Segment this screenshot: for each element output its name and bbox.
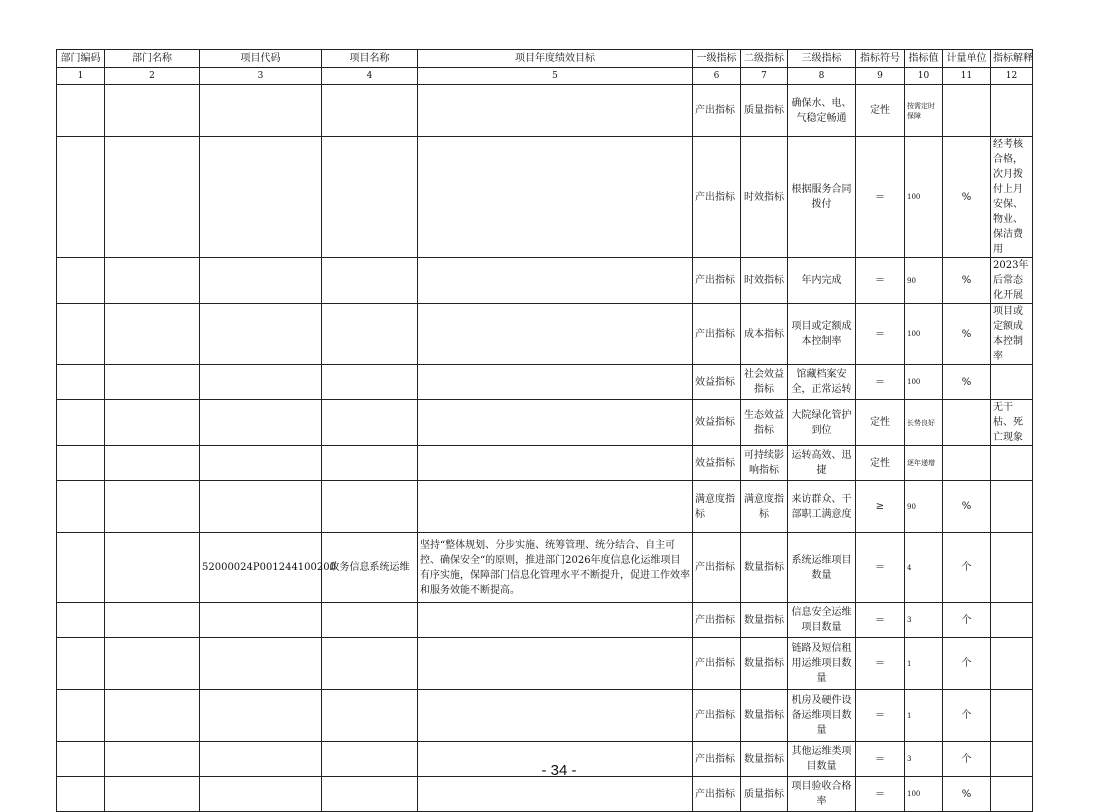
project-code-cell xyxy=(200,137,322,258)
unit-cell xyxy=(943,85,991,137)
level2-cell: 数量指标 xyxy=(741,690,788,742)
level1-cell: 效益指标 xyxy=(693,446,741,481)
project-name-cell xyxy=(322,446,418,481)
table-row xyxy=(57,777,1033,812)
explanation-cell xyxy=(991,690,1033,742)
project-name-cell xyxy=(322,304,418,365)
project-code-cell: 52000024P001244100200 xyxy=(200,533,322,603)
value-cell: 90 xyxy=(905,258,943,304)
column-number: 6 xyxy=(693,68,741,85)
table-row xyxy=(57,603,1033,638)
symbol-cell: ＝ xyxy=(856,603,905,638)
unit-cell: % xyxy=(943,777,991,812)
level2-cell: 社会效益指标 xyxy=(741,365,788,400)
header-symbol: 指标符号 xyxy=(856,50,905,68)
goal-cell xyxy=(418,85,693,137)
goal-cell xyxy=(418,481,693,533)
symbol-cell: ＝ xyxy=(856,258,905,304)
unit-cell: % xyxy=(943,258,991,304)
dept-name-cell xyxy=(105,304,200,365)
unit-cell xyxy=(943,446,991,481)
dept-name-cell xyxy=(105,137,200,258)
column-number: 4 xyxy=(322,68,418,85)
value-cell: 长势良好 xyxy=(905,400,943,446)
level1-cell: 效益指标 xyxy=(693,365,741,400)
level1-cell: 产出指标 xyxy=(693,777,741,812)
project-code-cell xyxy=(200,446,322,481)
explanation-cell xyxy=(991,446,1033,481)
level1-cell: 产出指标 xyxy=(693,603,741,638)
level3-cell: 大院绿化管护到位 xyxy=(788,400,856,446)
unit-cell: % xyxy=(943,304,991,365)
level3-cell: 信息安全运维项目数量 xyxy=(788,603,856,638)
unit-cell: 个 xyxy=(943,603,991,638)
level2-cell: 生态效益指标 xyxy=(741,400,788,446)
dept-name-cell xyxy=(105,690,200,742)
project-name-cell xyxy=(322,400,418,446)
table-row xyxy=(57,400,1033,446)
table-row xyxy=(57,365,1033,400)
goal-cell xyxy=(418,446,693,481)
table-row xyxy=(57,85,1033,137)
level2-cell: 质量指标 xyxy=(741,85,788,137)
table-row xyxy=(57,137,1033,258)
header-dept-code: 部门编码 xyxy=(57,50,105,68)
level1-cell: 产出指标 xyxy=(693,638,741,690)
symbol-cell: ＝ xyxy=(856,742,905,777)
dept-name-cell xyxy=(105,638,200,690)
column-number: 12 xyxy=(991,68,1033,85)
dept-name-cell xyxy=(105,777,200,812)
value-cell: 100 xyxy=(905,304,943,365)
level2-cell: 可持续影响指标 xyxy=(741,446,788,481)
explanation-cell: 项目或定额成本控制率 xyxy=(991,304,1033,365)
explanation-cell xyxy=(991,777,1033,812)
level2-cell: 成本指标 xyxy=(741,304,788,365)
performance-table xyxy=(56,49,1033,812)
header-level3: 三级指标 xyxy=(788,50,856,68)
table-row xyxy=(57,446,1033,481)
symbol-cell: ≥ xyxy=(856,481,905,533)
table-row xyxy=(57,690,1033,742)
project-name-cell xyxy=(322,85,418,137)
project-code-cell xyxy=(200,690,322,742)
goal-cell xyxy=(418,638,693,690)
goal-cell xyxy=(418,304,693,365)
dept-name-cell xyxy=(105,603,200,638)
dept-name-cell xyxy=(105,258,200,304)
dept-code-cell xyxy=(57,400,105,446)
explanation-cell xyxy=(991,533,1033,603)
project-code-cell xyxy=(200,304,322,365)
value-cell: 3 xyxy=(905,742,943,777)
unit-cell: 个 xyxy=(943,638,991,690)
project-name-cell xyxy=(322,638,418,690)
dept-code-cell xyxy=(57,304,105,365)
column-number: 1 xyxy=(57,68,105,85)
table-row xyxy=(57,258,1033,304)
column-number: 7 xyxy=(741,68,788,85)
level3-cell: 来访群众、干部职工满意度 xyxy=(788,481,856,533)
level1-cell: 效益指标 xyxy=(693,400,741,446)
goal-cell xyxy=(418,258,693,304)
project-code-cell xyxy=(200,258,322,304)
explanation-cell xyxy=(991,481,1033,533)
project-code-cell xyxy=(200,638,322,690)
level1-cell: 满意度指标 xyxy=(693,481,741,533)
project-code-cell xyxy=(200,365,322,400)
explanation-cell xyxy=(991,603,1033,638)
level2-cell: 满意度指标 xyxy=(741,481,788,533)
project-name-cell xyxy=(322,365,418,400)
table-row xyxy=(57,638,1033,690)
level2-cell: 质量指标 xyxy=(741,777,788,812)
value-cell: 3 xyxy=(905,603,943,638)
dept-code-cell xyxy=(57,365,105,400)
unit-cell: 个 xyxy=(943,690,991,742)
level1-cell: 产出指标 xyxy=(693,742,741,777)
header-project-name: 项目名称 xyxy=(322,50,418,68)
column-number: 8 xyxy=(788,68,856,85)
level1-cell: 产出指标 xyxy=(693,304,741,365)
level3-cell: 运转高效、迅捷 xyxy=(788,446,856,481)
level2-cell: 时效指标 xyxy=(741,258,788,304)
value-cell: 90 xyxy=(905,481,943,533)
project-code-cell xyxy=(200,603,322,638)
dept-code-cell xyxy=(57,85,105,137)
value-cell: 1 xyxy=(905,690,943,742)
value-cell: 100 xyxy=(905,365,943,400)
level2-cell: 数量指标 xyxy=(741,742,788,777)
level3-cell: 项目验收合格率 xyxy=(788,777,856,812)
dept-code-cell xyxy=(57,137,105,258)
project-name-cell xyxy=(322,690,418,742)
goal-cell xyxy=(418,400,693,446)
symbol-cell: ＝ xyxy=(856,365,905,400)
level2-cell: 数量指标 xyxy=(741,603,788,638)
level1-cell: 产出指标 xyxy=(693,533,741,603)
header-dept-name: 部门名称 xyxy=(105,50,200,68)
level1-cell: 产出指标 xyxy=(693,137,741,258)
project-code-cell xyxy=(200,85,322,137)
explanation-cell xyxy=(991,365,1033,400)
project-name-cell xyxy=(322,258,418,304)
symbol-cell: 定性 xyxy=(856,400,905,446)
value-cell: 按需定时保障 xyxy=(905,85,943,137)
dept-code-cell xyxy=(57,777,105,812)
level3-cell: 链路及短信租用运维项目数量 xyxy=(788,638,856,690)
header-explanation: 指标解释 xyxy=(991,50,1033,68)
symbol-cell: 定性 xyxy=(856,446,905,481)
header-project-code: 项目代码 xyxy=(200,50,322,68)
unit-cell: 个 xyxy=(943,742,991,777)
explanation-cell xyxy=(991,638,1033,690)
dept-code-cell xyxy=(57,690,105,742)
explanation-cell: 经考核合格，次月拨付上月安保、物业、保洁费用 xyxy=(991,137,1033,258)
page-number: - 34 - xyxy=(541,762,577,779)
header-value: 指标值 xyxy=(905,50,943,68)
column-number: 3 xyxy=(200,68,322,85)
header-level1: 一级指标 xyxy=(693,50,741,68)
header-row xyxy=(57,50,1033,68)
project-name-cell xyxy=(322,481,418,533)
symbol-cell: ＝ xyxy=(856,304,905,365)
goal-cell xyxy=(418,690,693,742)
dept-name-cell xyxy=(105,481,200,533)
dept-name-cell xyxy=(105,446,200,481)
project-row xyxy=(57,533,1033,603)
level3-cell: 系统运维项目数量 xyxy=(788,533,856,603)
value-cell: 100 xyxy=(905,137,943,258)
level1-cell: 产出指标 xyxy=(693,85,741,137)
goal-cell xyxy=(418,137,693,258)
dept-name-cell xyxy=(105,533,200,603)
dept-name-cell xyxy=(105,85,200,137)
level2-cell: 数量指标 xyxy=(741,638,788,690)
value-cell: 100 xyxy=(905,777,943,812)
unit-cell: % xyxy=(943,481,991,533)
column-number: 9 xyxy=(856,68,905,85)
column-number: 5 xyxy=(418,68,693,85)
header-unit: 计量单位 xyxy=(943,50,991,68)
value-cell: 逐年递增 xyxy=(905,446,943,481)
value-cell: 1 xyxy=(905,638,943,690)
dept-code-cell xyxy=(57,603,105,638)
column-number: 11 xyxy=(943,68,991,85)
dept-code-cell xyxy=(57,533,105,603)
goal-cell: 坚持“整体规划、分步实施、统筹管理、统分结合、自主可控、确保安全“的原则，推进部门2026年度信息化运维项目有序实施，保障部门信息化管理水平不断提升，促进工作效率和服务效能不断提高。 xyxy=(418,533,693,603)
unit-cell xyxy=(943,400,991,446)
unit-cell: % xyxy=(943,137,991,258)
explanation-cell: 2023年后常态化开展 xyxy=(991,258,1033,304)
level3-cell: 机房及硬件设备运维项目数量 xyxy=(788,690,856,742)
dept-code-cell xyxy=(57,258,105,304)
table-row xyxy=(57,481,1033,533)
level2-cell: 时效指标 xyxy=(741,137,788,258)
unit-cell: 个 xyxy=(943,533,991,603)
level3-cell: 项目或定额成本控制率 xyxy=(788,304,856,365)
column-number: 10 xyxy=(905,68,943,85)
symbol-cell: ＝ xyxy=(856,137,905,258)
column-number-row xyxy=(57,68,1033,85)
dept-code-cell xyxy=(57,638,105,690)
unit-cell: % xyxy=(943,365,991,400)
project-code-cell xyxy=(200,481,322,533)
level3-cell: 其他运维类项目数量 xyxy=(788,742,856,777)
level1-cell: 产出指标 xyxy=(693,690,741,742)
level3-cell: 馆藏档案安全，正常运转 xyxy=(788,365,856,400)
explanation-cell: 无干枯、死亡现象 xyxy=(991,400,1033,446)
value-cell: 4 xyxy=(905,533,943,603)
project-name-cell xyxy=(322,603,418,638)
dept-code-cell xyxy=(57,446,105,481)
project-code-cell xyxy=(200,777,322,812)
level3-cell: 年内完成 xyxy=(788,258,856,304)
level3-cell: 确保水、电、气稳定畅通 xyxy=(788,85,856,137)
goal-cell xyxy=(418,777,693,812)
project-code-cell xyxy=(200,400,322,446)
project-name-cell xyxy=(322,137,418,258)
table-row xyxy=(57,304,1033,365)
project-name-cell: 政务信息系统运维 xyxy=(322,533,418,603)
project-name-cell xyxy=(322,777,418,812)
symbol-cell: ＝ xyxy=(856,533,905,603)
column-number: 2 xyxy=(105,68,200,85)
symbol-cell: ＝ xyxy=(856,638,905,690)
header-level2: 二级指标 xyxy=(741,50,788,68)
dept-name-cell xyxy=(105,400,200,446)
level1-cell: 产出指标 xyxy=(693,258,741,304)
symbol-cell: ＝ xyxy=(856,777,905,812)
dept-name-cell xyxy=(105,365,200,400)
level2-cell: 数量指标 xyxy=(741,533,788,603)
symbol-cell: 定性 xyxy=(856,85,905,137)
dept-code-cell xyxy=(57,481,105,533)
explanation-cell xyxy=(991,85,1033,137)
level3-cell: 根据服务合同拨付 xyxy=(788,137,856,258)
header-annual-goal: 项目年度绩效目标 xyxy=(418,50,693,68)
symbol-cell: ＝ xyxy=(856,690,905,742)
goal-cell xyxy=(418,603,693,638)
goal-cell xyxy=(418,365,693,400)
